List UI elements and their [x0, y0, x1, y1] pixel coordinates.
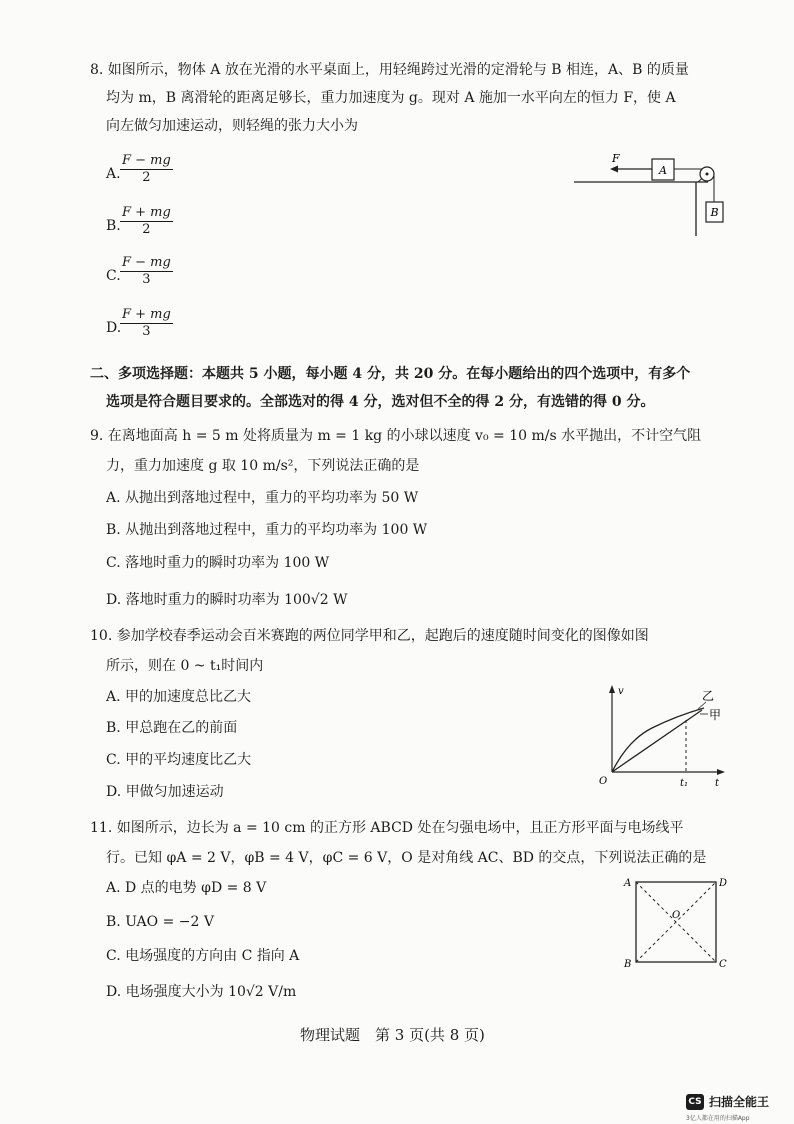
pulley-axle — [706, 173, 709, 176]
v-axis-arrow — [609, 685, 615, 693]
q11-option-c: C. 电场强度的方向由 C 指向 A — [106, 948, 300, 964]
q10-option-a: A. 甲的加速度总比乙大 — [106, 689, 252, 705]
q9-option-a: A. 从抛出到落地过程中，重力的平均功率为 50 W — [106, 490, 419, 506]
q11-option-a: A. D 点的电势 φD = 8 V — [106, 880, 267, 896]
q9-stem-line1: 9. 在离地面高 h = 5 m 处将质量为 m = 1 kg 的小球以速度 v₀ = 10 m/s 水平抛出，不计空气阻 — [90, 428, 702, 444]
fraction — [120, 153, 173, 186]
q9-option-d: D. 落地时重力的瞬时功率为 100√2 W — [106, 592, 348, 608]
t1-label: t₁ — [680, 778, 689, 789]
q10-stem-line2: 所示，则在 0 ~ t₁时间内 — [106, 658, 264, 674]
option-label: A. — [106, 166, 121, 182]
page-footer: 物理试题 第 3 页(共 8 页) — [300, 1026, 485, 1044]
fraction — [120, 307, 173, 340]
q10-option-b: B. 甲总跑在乙的前面 — [106, 720, 238, 736]
option-label: D. — [106, 320, 122, 336]
q10-stem-line1: 10. 参加学校春季运动会百米赛跑的两位同学甲和乙，起跑后的速度随时间变化的图像如图 — [90, 628, 649, 644]
option-label: B. — [106, 218, 121, 234]
block-b-label: B — [710, 206, 719, 219]
t-axis-arrow — [717, 769, 725, 775]
denominator: 3 — [142, 324, 151, 339]
origin-label: O — [599, 776, 608, 787]
numerator: F − mg — [122, 153, 171, 168]
q10-option-d: D. 甲做匀加速运动 — [106, 784, 224, 800]
jia-label: 甲 — [709, 708, 722, 722]
center-o-label: O — [672, 910, 681, 921]
q10-option-c: C. 甲的平均速度比乙大 — [106, 752, 252, 768]
q11-option-b: B. UAO = −2 V — [106, 914, 214, 930]
block-a-label: A — [659, 164, 667, 177]
q9-option-b: B. 从抛出到落地过程中，重力的平均功率为 100 W — [106, 522, 428, 538]
denominator: 2 — [142, 170, 151, 185]
numerator: F − mg — [122, 255, 171, 270]
q9-stem-line2: 力，重力加速度 g 取 10 m/s²，下列说法正确的是 — [106, 458, 420, 474]
camscanner-logo-icon: CS — [686, 1094, 704, 1110]
curve-jia — [612, 710, 702, 772]
q8-pulley-figure — [570, 148, 730, 238]
q11-stem-line1: 11. 如图所示，边长为 a = 10 cm 的正方形 ABCD 处在匀强电场中，且正方形平面与电场线平 — [90, 820, 684, 836]
t-axis-label: t — [715, 778, 720, 789]
camscanner-name: 扫描全能王 — [709, 1095, 770, 1109]
fraction — [120, 205, 173, 238]
section2-heading-line2: 选项是符合题目要求的。全部选对的得 4 分，选对但不全的得 2 分，有选错的得 0 分。 — [106, 394, 655, 410]
camscanner-tagline: 3亿人都在用的扫描App — [686, 1115, 750, 1122]
v-axis-label: v — [618, 686, 624, 697]
q11-option-d: D. 电场强度大小为 10√2 V/m — [106, 984, 297, 1000]
vertex-c-label: C — [719, 959, 727, 970]
vertex-a-label: A — [624, 878, 632, 889]
numerator: F + mg — [122, 307, 171, 322]
q10-vt-graph — [594, 680, 734, 792]
q11-square-figure — [620, 872, 730, 970]
denominator: 2 — [142, 222, 151, 237]
fraction — [120, 255, 173, 288]
force-arrow-head — [610, 166, 618, 173]
option-label: C. — [106, 268, 121, 284]
q8-stem-line1: 8. 如图所示，物体 A 放在光滑的水平桌面上，用轻绳跨过光滑的定滑轮与 B 相连，A、B 的质量 — [90, 62, 689, 78]
section2-heading-line1: 二、多项选择题：本题共 5 小题，每小题 4 分，共 20 分。在每小题给出的四个选项中，有多个 — [90, 366, 691, 382]
vertex-d-label: D — [719, 878, 728, 889]
numerator: F + mg — [122, 205, 171, 220]
yi-label: 乙 — [702, 689, 715, 703]
q8-stem-line3: 向左做匀加速运动，则轻绳的张力大小为 — [106, 118, 358, 134]
vertex-b-label: B — [624, 959, 632, 970]
force-label: F — [612, 152, 620, 165]
q11-stem-line2: 行。已知 φA = 2 V，φB = 4 V，φC = 6 V，O 是对角线 AC、BD 的交点，下列说法正确的是 — [106, 850, 707, 866]
q8-stem-line2: 均为 m，B 离滑轮的距离足够长，重力加速度为 g。现对 A 施加一水平向左的恒力 F，使 A — [106, 90, 676, 106]
q9-option-c: C. 落地时重力的瞬时功率为 100 W — [106, 555, 330, 571]
denominator: 3 — [142, 272, 151, 287]
